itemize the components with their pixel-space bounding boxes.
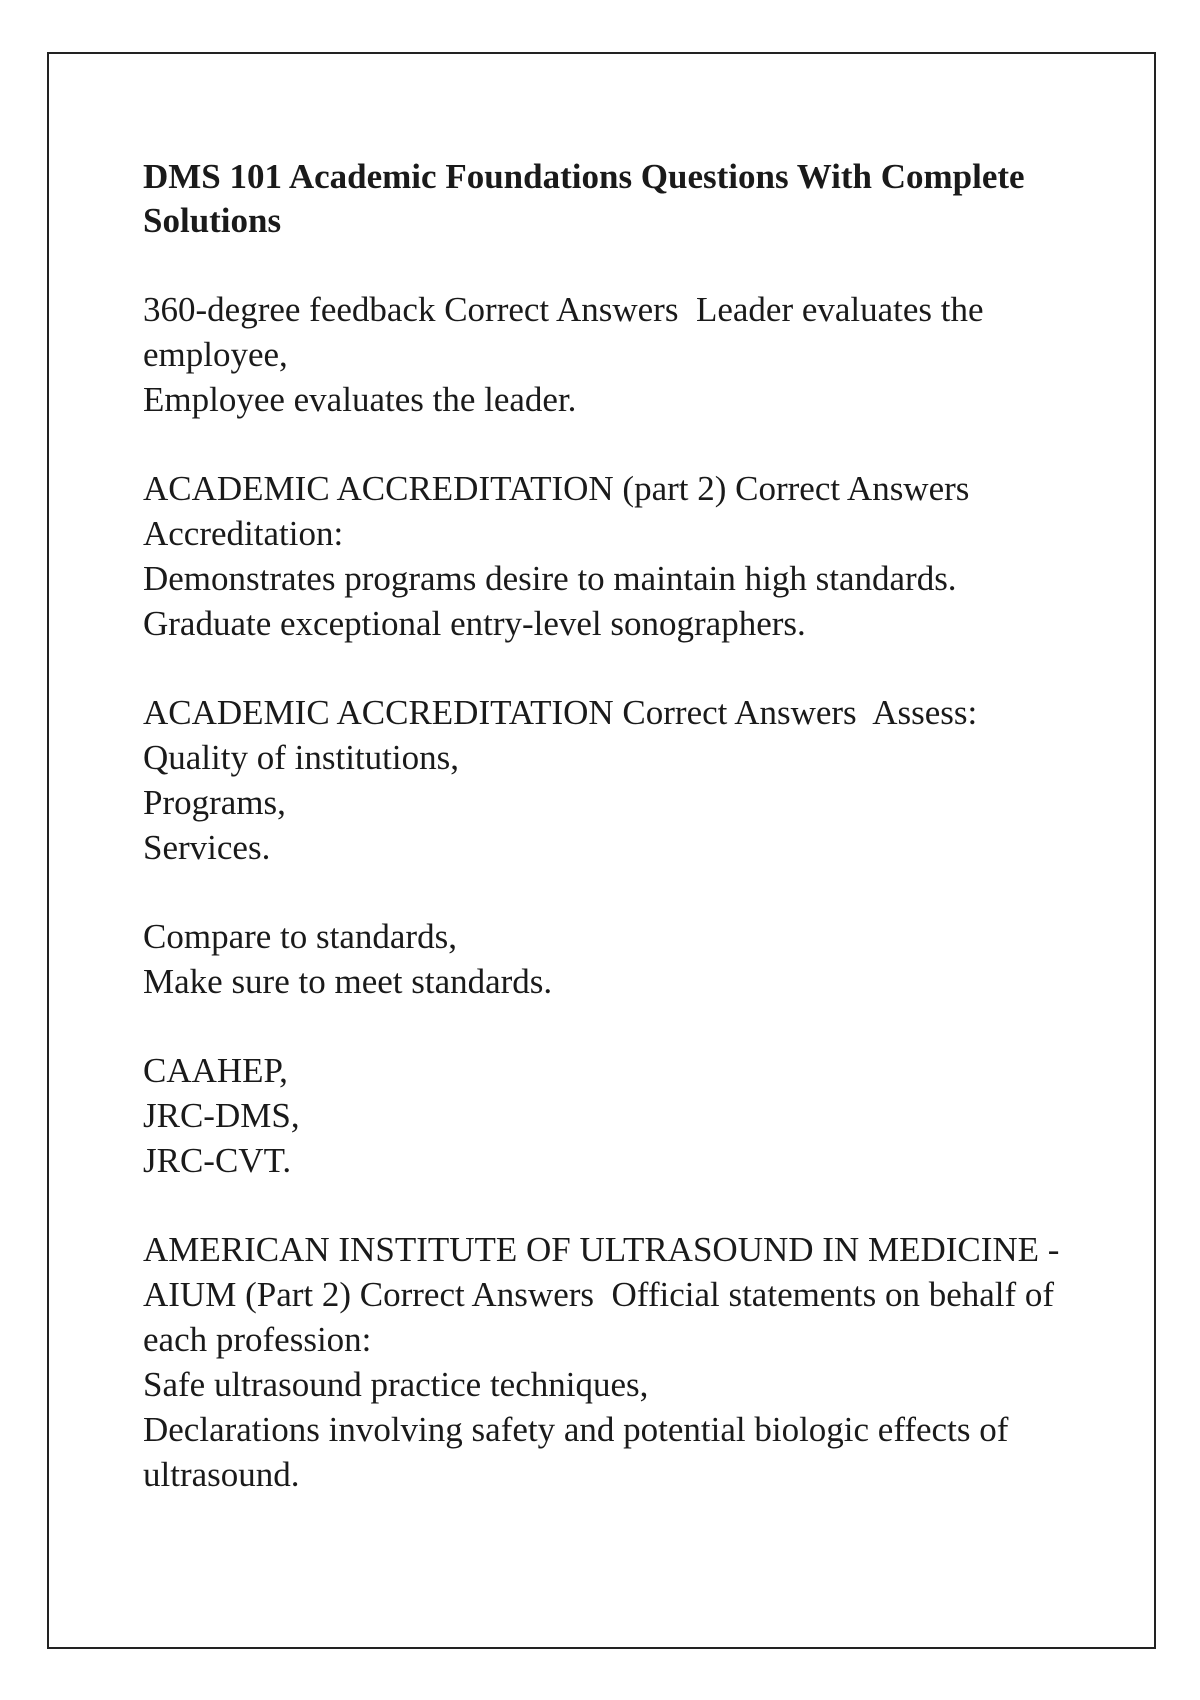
entry-accrediting-bodies xyxy=(143,1048,1073,1183)
entry-line: AMERICAN INSTITUTE OF ULTRASOUND IN MEDICINE - AIUM (Part 2) Correct Answers Official statements on behalf of each profession: xyxy=(143,1230,1067,1359)
entry-line: Safe ultrasound practice techniques, xyxy=(143,1365,649,1404)
entry-line: 360-degree feedback Correct Answers Leader evaluates the employee, xyxy=(143,290,993,374)
entry-line: Services. xyxy=(143,828,271,867)
entry-line: JRC-DMS, xyxy=(143,1096,300,1135)
entry-line: Graduate exceptional entry-level sonographers. xyxy=(143,604,806,643)
entry-line: JRC-CVT. xyxy=(143,1141,292,1180)
document-title: DMS 101 Academic Foundations Questions With Complete Solutions xyxy=(143,157,1025,240)
document-body xyxy=(143,155,1073,1541)
entry-line: Compare to standards, xyxy=(143,917,457,956)
entry-line: Declarations involving safety and potential biologic effects of ultrasound. xyxy=(143,1410,1018,1494)
entry-line: ACADEMIC ACCREDITATION (part 2) Correct Answers Accreditation: xyxy=(143,469,977,553)
entry-compare-standards xyxy=(143,914,1073,1004)
entry-line: Employee evaluates the leader. xyxy=(143,380,577,419)
entry-line: Programs, xyxy=(143,783,286,822)
entry-aium-part-2 xyxy=(143,1227,1073,1497)
entry-academic-accreditation xyxy=(143,690,1073,870)
entry-line: Quality of institutions, xyxy=(143,738,459,777)
entry-line: CAAHEP, xyxy=(143,1051,288,1090)
entry-line: Make sure to meet standards. xyxy=(143,962,553,1001)
entry-360-feedback xyxy=(143,287,1073,422)
entry-academic-accreditation-part-2 xyxy=(143,466,1073,646)
entry-line: Demonstrates programs desire to maintain high standards. xyxy=(143,559,957,598)
entry-line: ACADEMIC ACCREDITATION Correct Answers Assess: xyxy=(143,693,978,732)
